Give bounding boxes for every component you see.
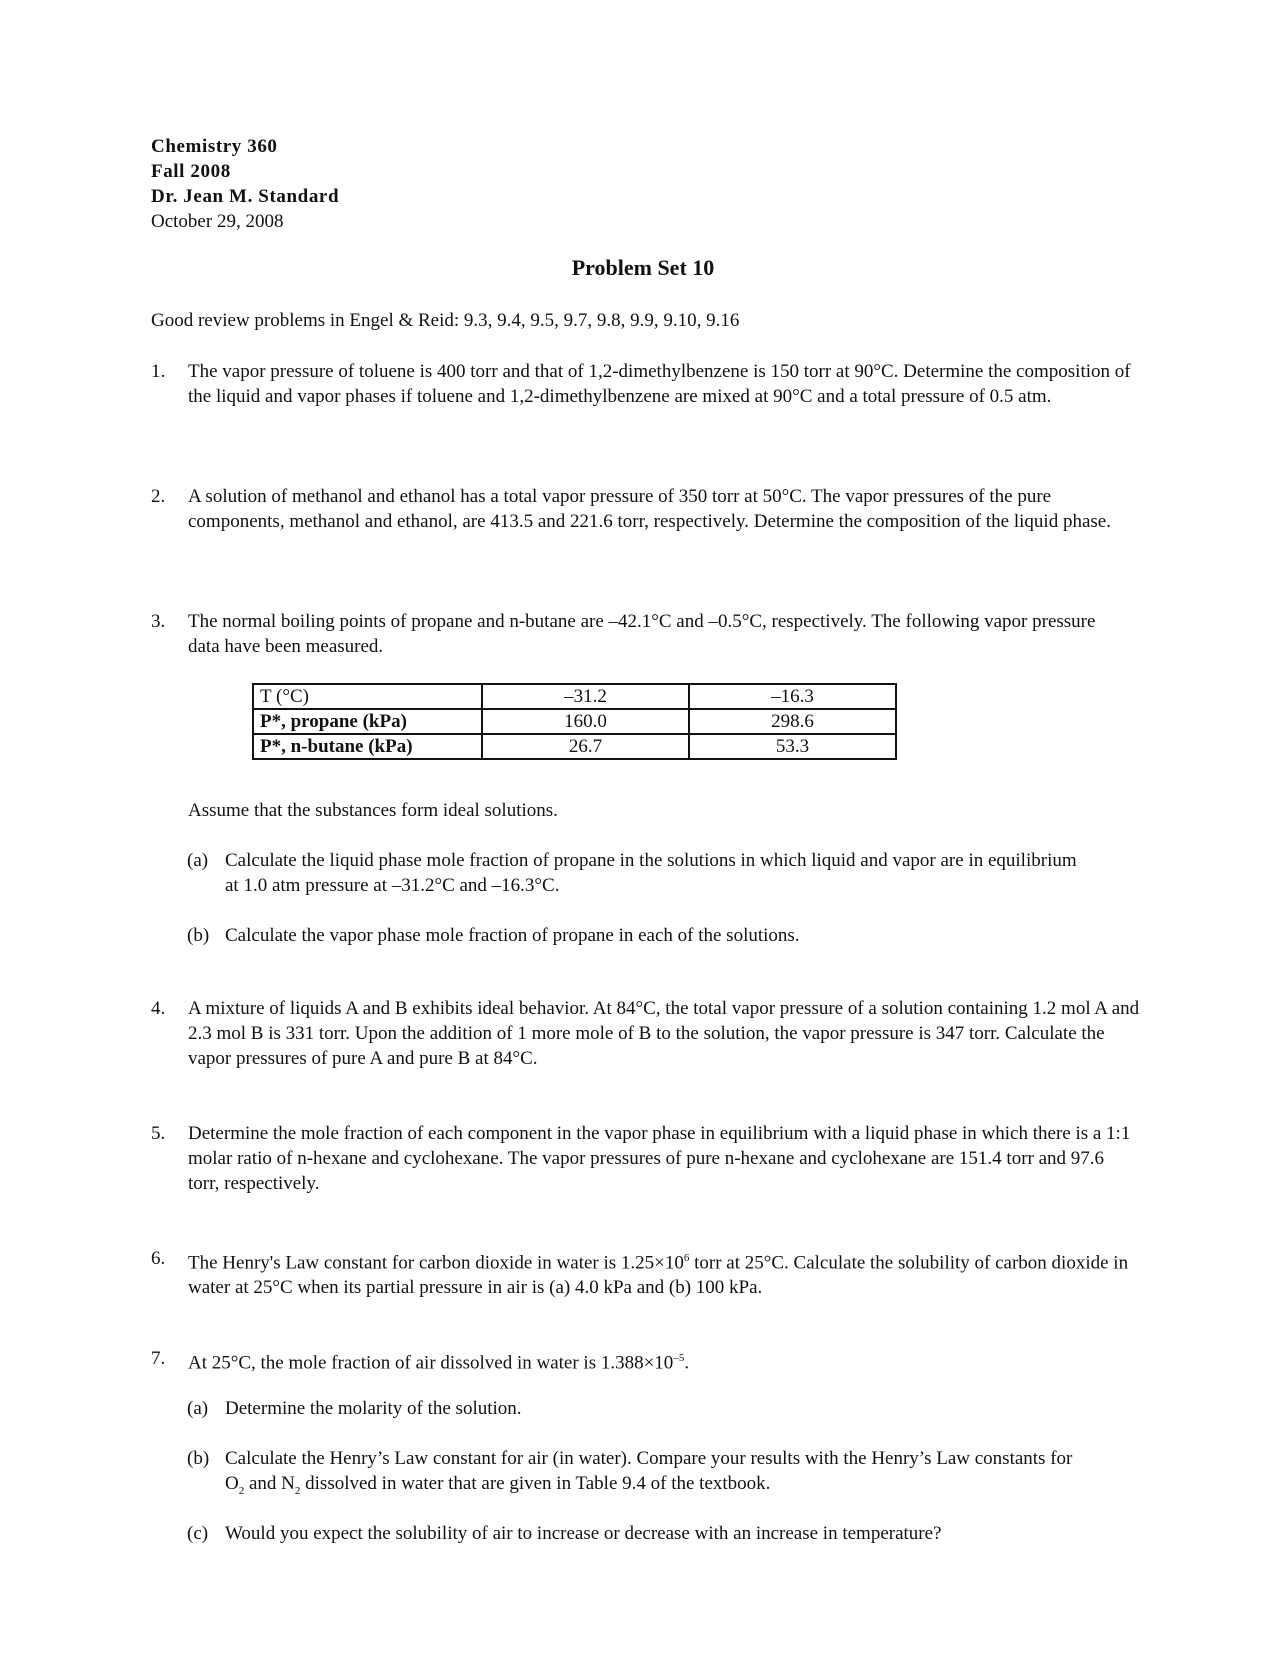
problem-number: 1. — [151, 361, 166, 382]
row-label: P*, propane (kPa) — [253, 709, 482, 734]
cell-value: 160.0 — [482, 709, 689, 734]
page-title: Problem Set 10 — [571, 255, 715, 280]
problem-3 — [151, 609, 1131, 659]
table-row — [253, 734, 896, 759]
part-text: Would you expect the solubility of air to increase or decrease with an increase in temperature? — [225, 1523, 942, 1544]
cell-value: 53.3 — [689, 734, 896, 759]
problem-number: 3. — [151, 611, 166, 632]
problem-text: At 25°C, the mole fraction of air dissolved in water is $1.388\times 10^{-5}$. — [188, 1352, 690, 1374]
part-label: (b) — [187, 925, 210, 946]
part-label: (a) — [187, 1398, 209, 1419]
problem-7-part-a — [187, 1396, 1087, 1421]
problem-number: 4. — [151, 998, 166, 1019]
problem-number: 7. — [151, 1348, 166, 1369]
problem-1 — [151, 359, 1131, 409]
date: October 29, 2008 — [151, 211, 284, 232]
part-text: Calculate the vapor phase mole fraction of propane in each of the solutions. — [225, 925, 800, 946]
table-row — [253, 709, 896, 734]
superscript: 6 — [683, 1252, 690, 1264]
problem-text: Determine the mole fraction of each component in the vapor phase in equilibrium with a liquid phase in which there is a 1:1 molar ratio of n-hexane and cyclohexane. The vapor pressures of pure n-hexane and cyclohexane are 151.4 torr and 97.6 torr, respectively. — [188, 1123, 1131, 1194]
part-text: Calculate the liquid phase mole fraction of propane in the solutions in which liquid and vapor are in equilibrium at 1.0 atm pressure at –31.2°C and –16.3°C. — [225, 850, 1077, 896]
term: Fall 2008 — [151, 161, 231, 182]
problem-number: 2. — [151, 486, 166, 507]
course-header — [151, 134, 339, 234]
cell-value: 26.7 — [482, 734, 689, 759]
course-name: Chemistry 360 — [151, 136, 278, 157]
problem-5 — [151, 1121, 1131, 1196]
problem-7 — [151, 1346, 1131, 1375]
review-problems: Good review problems in Engel & Reid: 9.3, 9.4, 9.5, 9.7, 9.8, 9.9, 9.10, 9.16 — [151, 310, 740, 331]
assumption-text: Assume that the substances form ideal solutions. — [188, 800, 558, 821]
problem-number: 5. — [151, 1123, 166, 1144]
problem-2 — [151, 484, 1131, 534]
instructor: Dr. Jean M. Standard — [151, 186, 340, 207]
subscript: 2 — [238, 1484, 245, 1497]
cell-value: –31.2 — [482, 684, 689, 709]
part-label: (a) — [187, 850, 209, 871]
superscript: –5 — [673, 1352, 685, 1364]
problem-7-part-b — [187, 1446, 1087, 1504]
problem-4 — [151, 996, 1141, 1071]
row-label: P*, n-butane (kPa) — [253, 734, 482, 759]
problem-text: The normal boiling points of propane and n-butane are –42.1°C and –0.5°C, respectively. The following vapor pressure data have been measured. — [188, 611, 1096, 657]
part-text: Calculate the Henry’s Law constant for air (in water). Compare your results with the Henry’s Law constants for $O_2$ and $N_2$ dissolved in water that are given in Table 9.4 of the textbook. — [225, 1448, 1073, 1497]
problem-3-part-b — [187, 923, 1087, 948]
part-label: (c) — [187, 1523, 209, 1544]
problem-text: The Henry's Law constant for carbon dioxide in water is $1.25\times 10^6$ torr at 25°C. Calculate the solubility of carbon dioxide in water at 25°C when its partial pressure in air is (a) 4.0 kPa and (b) 100 kPa. — [188, 1252, 1129, 1299]
table-row — [253, 684, 896, 709]
part-label: (b) — [187, 1448, 210, 1469]
problem-3-part-a — [187, 848, 1087, 898]
part-text: Determine the molarity of the solution. — [225, 1398, 522, 1419]
cell-value: 298.6 — [689, 709, 896, 734]
problem-6 — [151, 1246, 1131, 1300]
problem-text: A mixture of liquids A and B exhibits ideal behavior. At 84°C, the total vapor pressure of a solution containing 1.2 mol A and 2.3 mol B is 331 torr. Upon the addition of 1 more mole of B to the solution, the vapor pressure is 347 torr. Calculate the vapor pressures of pure A and pure B at 84°C. — [188, 998, 1140, 1069]
problem-number: 6. — [151, 1248, 166, 1269]
subscript: 2 — [294, 1484, 301, 1497]
problem-text: The vapor pressure of toluene is 400 torr and that of 1,2-dimethylbenzene is 150 torr at 90°C. Determine the composition of the liquid and vapor phases if toluene and 1,2-dimethylbenzene are mixed at 90°C and a total pressure of 0.5 atm. — [188, 361, 1131, 407]
row-label: T (°C) — [253, 684, 482, 709]
problem-text: A solution of methanol and ethanol has a total vapor pressure of 350 torr at 50°C. The vapor pressures of the pure components, methanol and ethanol, are 413.5 and 221.6 torr, respectively. Determine the composition of the liquid phase. — [188, 486, 1111, 532]
vapor-pressure-table — [252, 683, 897, 760]
problem-7-part-c — [187, 1521, 1087, 1546]
cell-value: –16.3 — [689, 684, 896, 709]
